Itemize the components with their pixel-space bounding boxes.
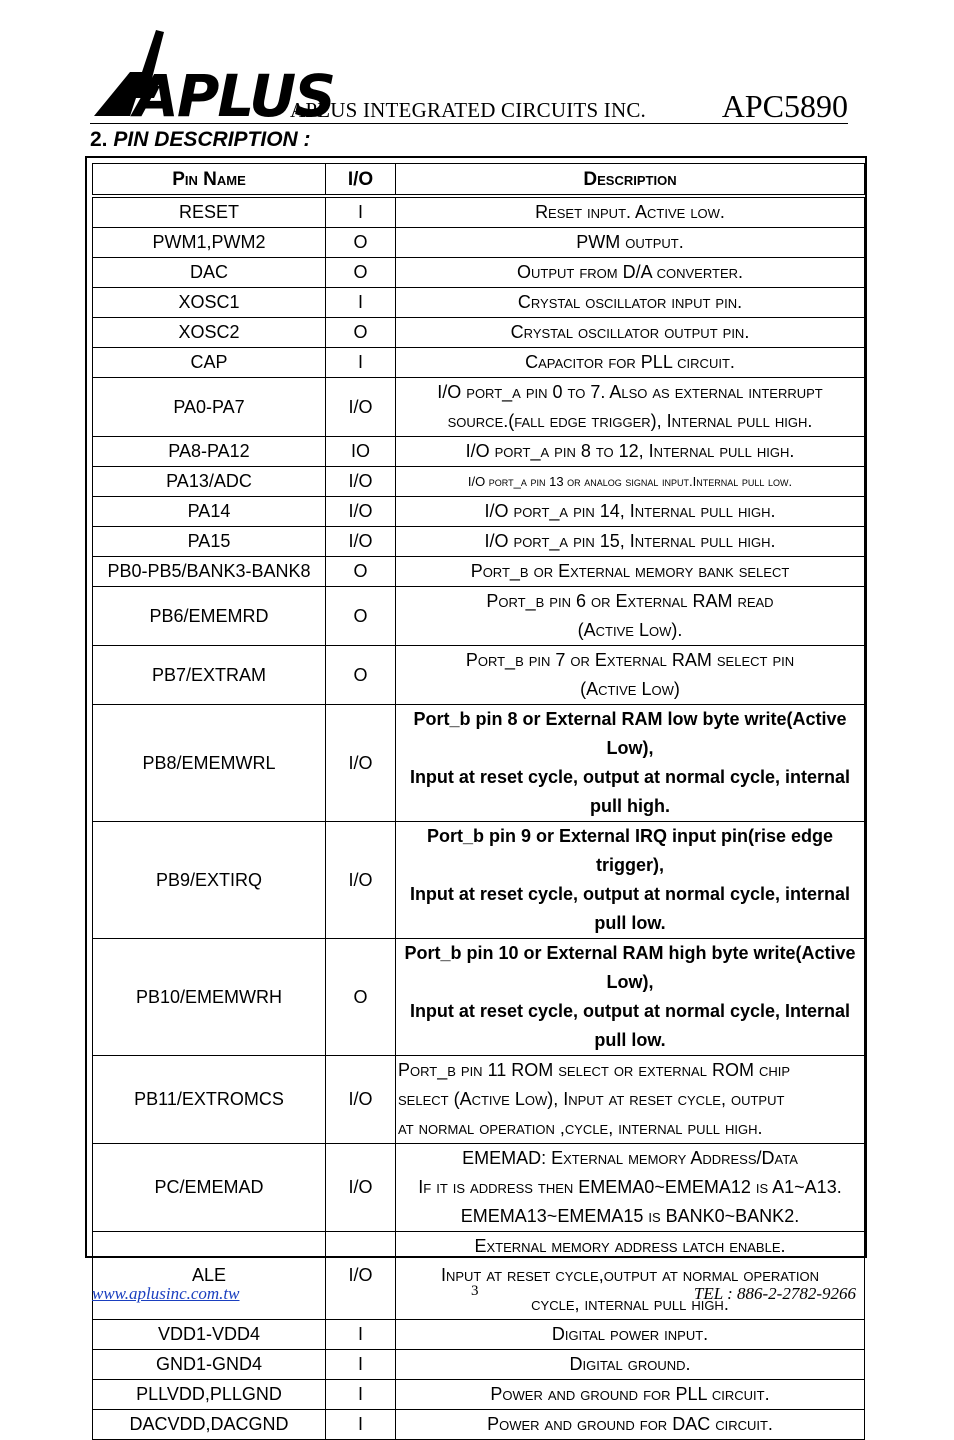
pin-name-cell: XOSC1 [93,288,326,318]
pin-description-cell [396,198,865,228]
description-line: I/O port_a pin 14, Internal pull high. [484,501,776,521]
pin-name-cell: PA0-PA7 [93,378,326,437]
pin-description-cell [396,288,865,318]
pin-io-cell: I [326,1410,396,1440]
pin-io-cell: I/O [326,378,396,437]
pin-io-cell: O [326,258,396,288]
pin-description-cell [396,1232,865,1320]
description-line: I/O port_a pin 0 to 7. Also as external interrupt [437,382,823,402]
table-row [93,1410,865,1440]
pin-io-cell: I/O [326,527,396,557]
pin-description-cell [396,1350,865,1380]
pin-rows [93,198,865,1440]
telephone: TEL : 886-2-2782-9266 [693,1284,856,1303]
pin-name-cell: XOSC2 [93,318,326,348]
pin-description-cell [396,318,865,348]
description-line: Digital ground. [569,1354,691,1374]
pin-io-cell: I/O [326,1144,396,1232]
description-line: Input at reset cycle,output at normal operation [440,1265,820,1285]
pin-description-cell [396,705,865,822]
pin-description-table [92,163,865,1440]
description-line: I/O port_a pin 13 or analog signal input.Internal pull low. [467,474,793,489]
header-pin-name: Pin Name [93,164,326,195]
description-line: Input at reset cycle, output at normal cycle, Internal pull low. [409,1001,851,1050]
pin-io-cell: I [326,1350,396,1380]
pin-name-cell: PB11/EXTROMCS [93,1056,326,1144]
pin-io-cell: O [326,318,396,348]
company-name: APLUS INTEGRATED CIRCUITS INC. [290,98,647,122]
pin-io-cell: I/O [326,467,396,497]
pin-io-cell: O [326,587,396,646]
pin-description-cell [396,348,865,378]
pin-name-cell: PB7/EXTRAM [93,646,326,705]
pin-description-cell [396,1144,865,1232]
pin-name-cell: PB0-PB5/BANK3-BANK8 [93,557,326,587]
aplus-logo [90,28,335,130]
description-line: Reset input. Active low. [535,202,725,222]
section-heading: PIN DESCRIPTION : [113,128,311,151]
table-row [93,258,865,288]
pin-name-cell: PLLVDD,PLLGND [93,1380,326,1410]
page-header [90,28,850,128]
description-line: Crystal oscillator output pin. [510,322,750,342]
table-row [93,527,865,557]
pin-io-cell: O [326,646,396,705]
pin-description-cell [396,1056,865,1144]
pin-description-cell [396,646,865,705]
description-line: Power and ground for DAC circuit. [487,1414,773,1434]
part-number: APC5890 [721,88,848,124]
description-line: PWM output. [576,232,684,252]
page-number: 3 [471,1283,479,1299]
table-row [93,348,865,378]
pin-io-cell: O [326,939,396,1056]
pin-io-cell: O [326,228,396,258]
table-row [93,705,865,822]
pin-description-cell [396,822,865,939]
description-line: Port_b pin 11 ROM select or external ROM chip [398,1060,791,1080]
header-description: Description [396,164,865,195]
pin-description-cell [396,557,865,587]
table-row [93,939,865,1056]
section-title [90,128,311,152]
pin-name-cell: GND1-GND4 [93,1350,326,1380]
pin-io-cell: I/O [326,1232,396,1320]
pin-io-cell: I/O [326,822,396,939]
table-row [93,437,865,467]
description-line: Capacitor for PLL circuit. [525,352,735,372]
pin-io-cell: I [326,1320,396,1350]
description-line: I/O port_a pin 8 to 12, Internal pull high. [465,441,795,461]
pin-description-cell [396,467,865,497]
pin-io-cell: IO [326,437,396,467]
pin-io-cell: I [326,348,396,378]
pin-name-cell: PB10/EMEMWRH [93,939,326,1056]
pin-description-cell [396,258,865,288]
pin-name-cell: RESET [93,198,326,228]
description-line: (Active Low). [577,620,683,640]
description-line: (Active Low) [580,679,680,699]
pin-description-cell [396,587,865,646]
pin-name-cell: PB9/EXTIRQ [93,822,326,939]
pin-description-cell [396,228,865,258]
table-header-row [93,164,865,195]
description-line: If it is address then EMEMA0~EMEMA12 is A1~A13. [418,1177,842,1197]
description-line: Port_b or External memory bank select [470,561,790,581]
pin-description-cell [396,1380,865,1410]
description-line: Port_b pin 6 or External RAM read [486,591,774,611]
table-row [93,1144,865,1232]
pin-name-cell: VDD1-VDD4 [93,1320,326,1350]
description-line: Input at reset cycle, output at normal cycle, internal pull high. [409,767,851,816]
table-row [93,1320,865,1350]
description-line: source.(fall edge trigger), Internal pull high. [447,411,813,431]
table-row [93,1056,865,1144]
description-line: EMEMA13~EMEMA15 is BANK0~BANK2. [460,1206,800,1226]
table-row [93,646,865,705]
table-row [93,288,865,318]
description-line: at normal operation ,cycle, internal pull high. [398,1118,763,1138]
description-line: Port_b pin 7 or External RAM select pin [465,650,795,670]
pin-description-cell [396,1320,865,1350]
pin-description-cell [396,497,865,527]
pin-name-cell: PC/EMEMAD [93,1144,326,1232]
description-line: Power and ground for PLL circuit. [490,1384,770,1404]
pin-description-cell [396,1410,865,1440]
header-rule [90,123,848,124]
description-line: I/O port_a pin 15, Internal pull high. [484,531,776,551]
pin-name-cell: DAC [93,258,326,288]
table-row [93,378,865,437]
pin-description-cell [396,527,865,557]
description-line: cycle, internal pull high. [531,1294,729,1314]
pin-io-cell: I [326,288,396,318]
description-line: Crystal oscillator input pin. [517,292,743,312]
table-row [93,318,865,348]
pin-io-cell: O [326,557,396,587]
website-link[interactable]: www.aplusinc.com.tw [92,1284,240,1303]
table-row [93,1350,865,1380]
table-row [93,1232,865,1320]
pin-io-cell: I [326,198,396,228]
pin-name-cell: PA8-PA12 [93,437,326,467]
description-line: Input at reset cycle, output at normal cycle, internal pull low. [409,884,851,933]
pin-io-cell: I [326,1380,396,1410]
pin-description-cell [396,437,865,467]
table-row [93,228,865,258]
table-row [93,1380,865,1410]
pin-name-cell: ALE [93,1232,326,1320]
table-row [93,497,865,527]
pin-name-cell: PA15 [93,527,326,557]
description-line: select (Active Low), Input at reset cycle, output [398,1089,785,1109]
description-line: Digital power input. [551,1324,709,1344]
table-row [93,587,865,646]
description-line: EMEMAD: External memory Address/Data [462,1148,798,1168]
description-line: Port_b pin 10 or External RAM high byte write(Active Low), [404,943,856,992]
section-number: 2. [90,128,108,151]
pin-name-cell: PB8/EMEMWRL [93,705,326,822]
description-line: Output from D/A converter. [517,262,743,282]
pin-name-cell: CAP [93,348,326,378]
logo-wordmark: APLUS [134,62,335,130]
pin-name-cell: PWM1,PWM2 [93,228,326,258]
description-line: Port_b pin 8 or External RAM low byte write(Active Low), [413,709,847,758]
pin-io-cell: I/O [326,497,396,527]
header-io: I/O [326,164,396,195]
description-line: Port_b pin 9 or External IRQ input pin(rise edge trigger), [426,826,834,875]
pin-io-cell: I/O [326,1056,396,1144]
pin-name-cell: PA13/ADC [93,467,326,497]
pin-description-cell [396,939,865,1056]
pin-name-cell: PB6/EMEMRD [93,587,326,646]
table-row [93,557,865,587]
table-row [93,822,865,939]
pin-io-cell: I/O [326,705,396,822]
description-line: External memory address latch enable. [474,1236,786,1256]
table-row [93,198,865,228]
pin-name-cell: DACVDD,DACGND [93,1410,326,1440]
pin-name-cell: PA14 [93,497,326,527]
pin-description-cell [396,378,865,437]
table-row [93,467,865,497]
